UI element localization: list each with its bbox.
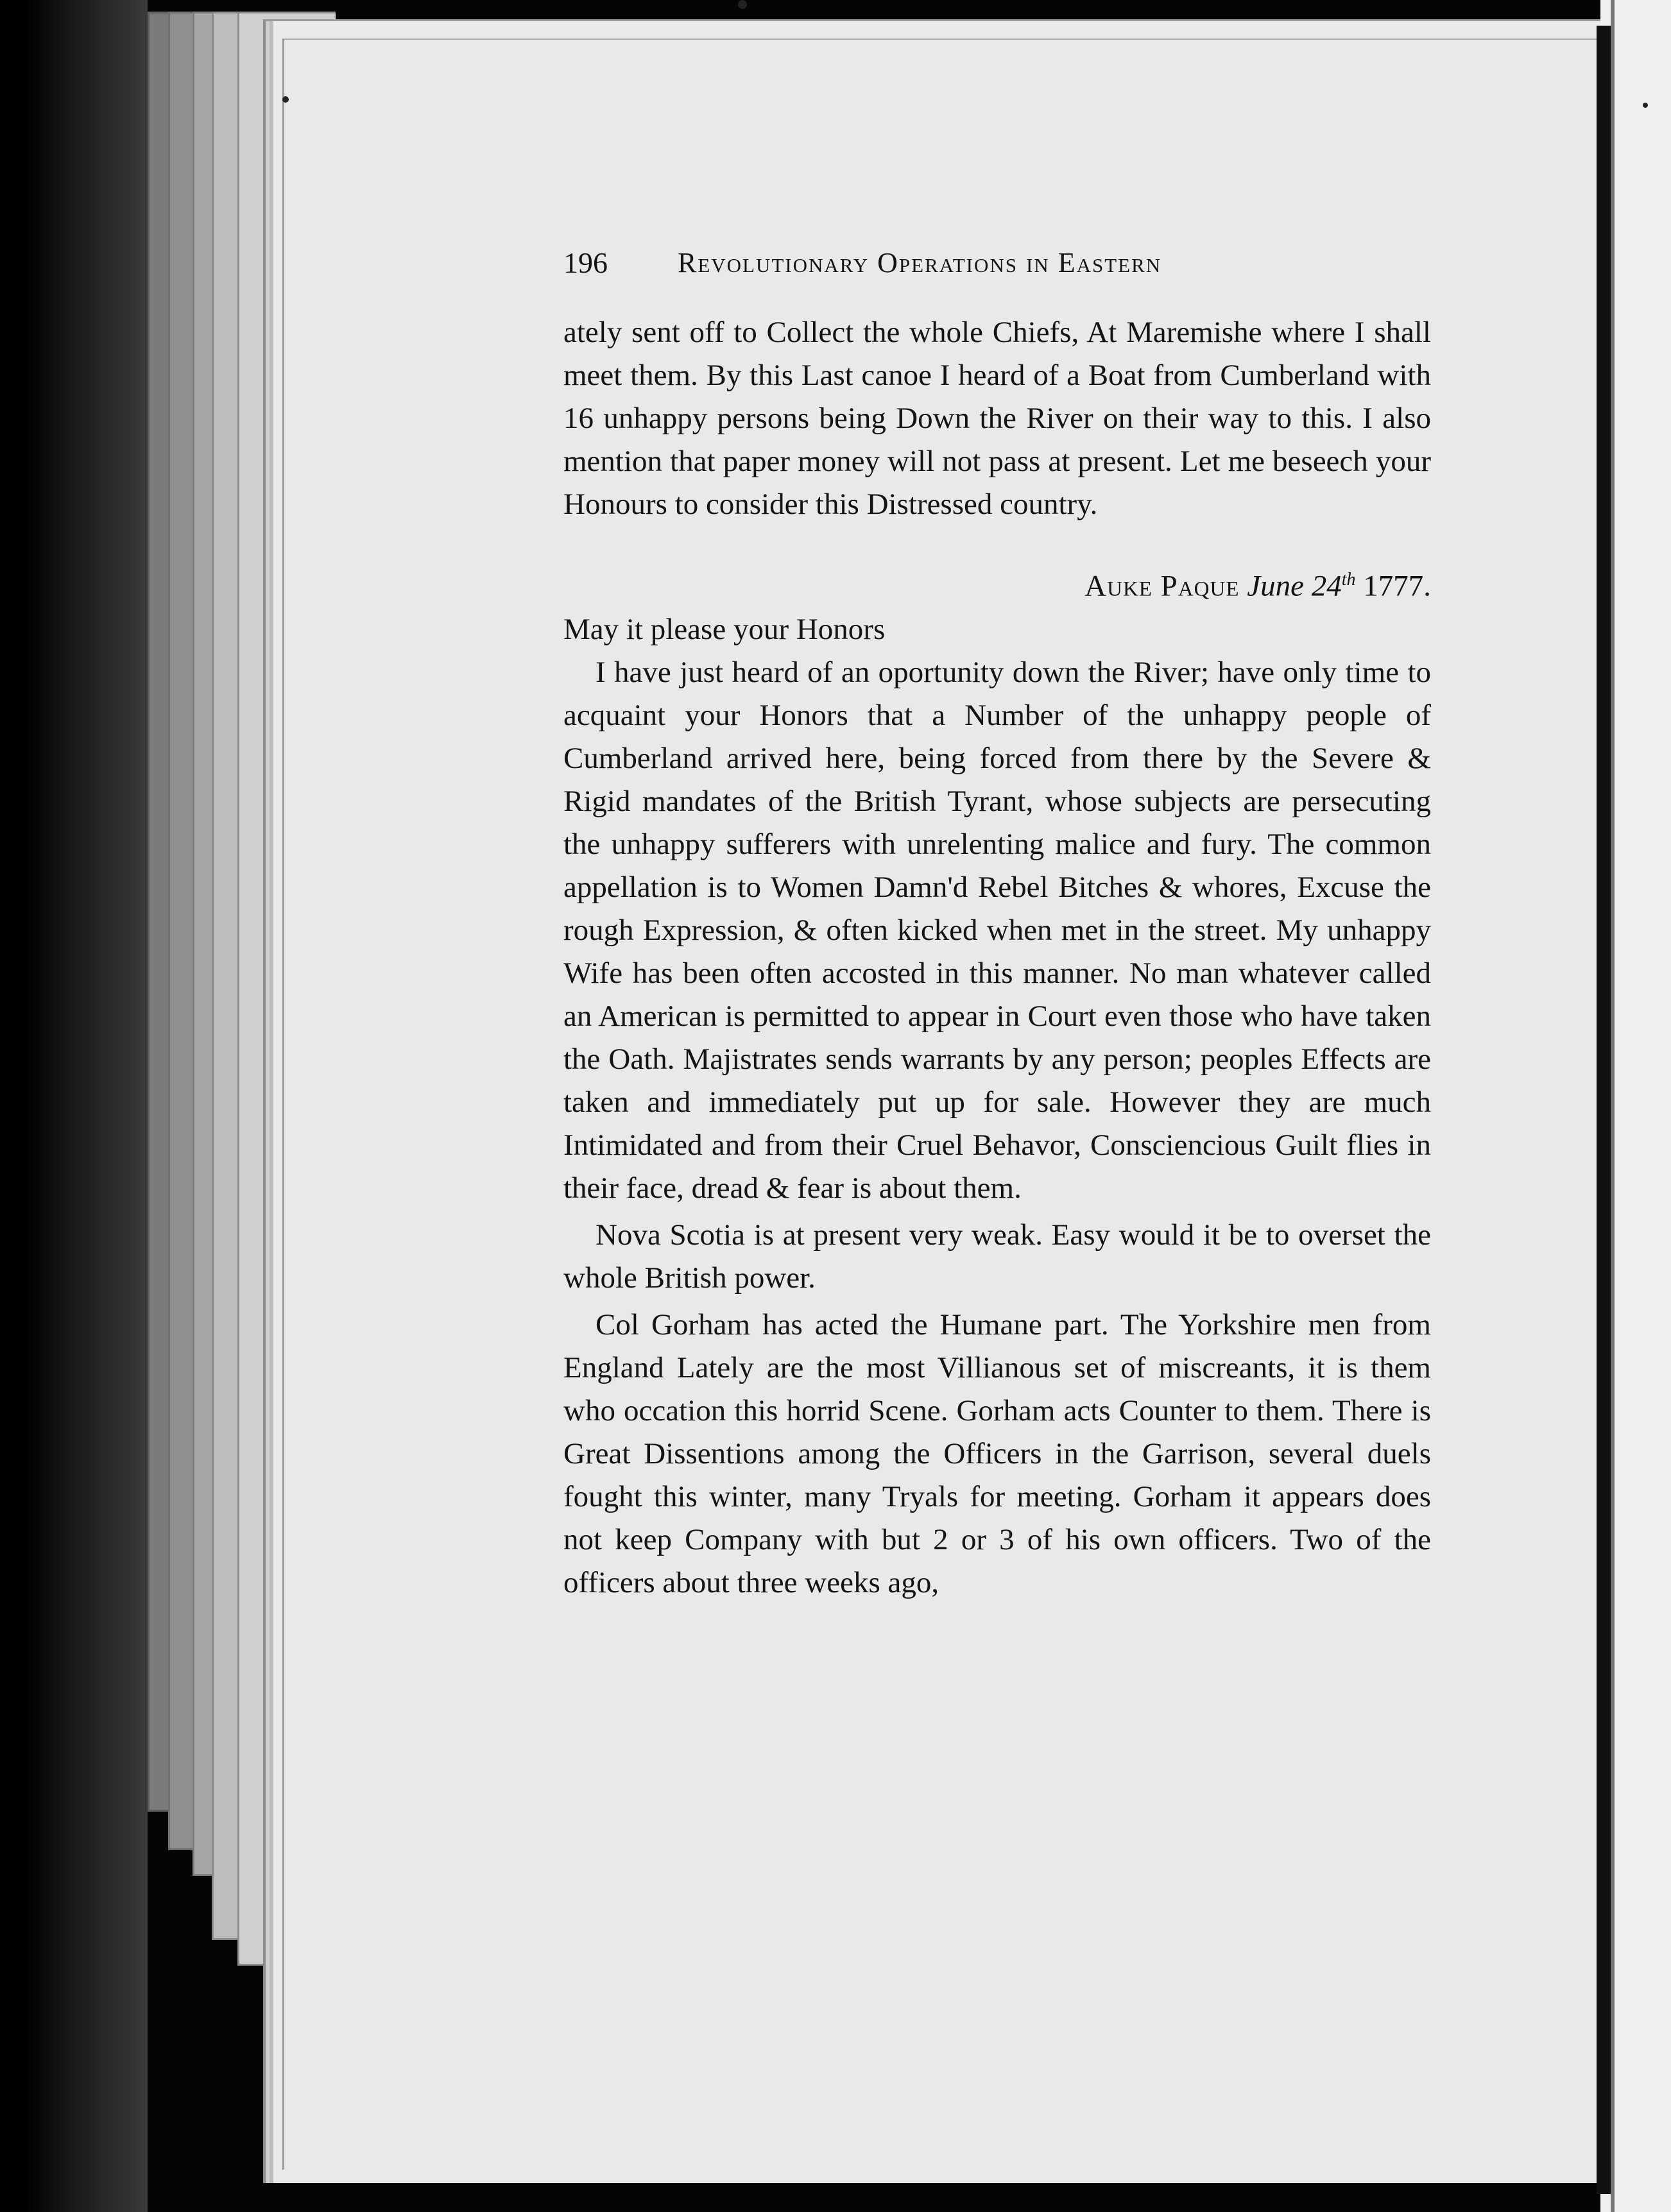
scan-speck <box>1643 103 1648 108</box>
page-header <box>563 241 1431 284</box>
letter-paragraph: Col Gorham has acted the Humane part. The Yorkshire men from England Lately are the most Villianous set of miscreants, it is them who occation this horrid Scene. Gorham acts Counter to them. There is Great Dissentions among the Officers in the Garrison, several duels fought this winter, many Tryals for meeting. Gorham it appears does not keep Company with but 2 or 3 of his own officers. Two of the officers about three weeks ago, <box>563 1307 1431 1599</box>
opening-paragraph: ately sent off to Collect the whole Chiefs, At Maremishe where I shall meet them. By this Last canoe I heard of a Boat from Cumberland with 16 unhappy persons being Down the River on their way to this. I also mention that paper money will not pass at present. Let me beseech your Honours to consider this Distressed country. <box>563 316 1431 521</box>
scan-speck <box>738 0 747 9</box>
page-right-edge <box>1611 0 1615 2212</box>
dateline-place: Auke Paque <box>1084 569 1240 603</box>
page-right-shadow <box>1597 26 1611 2194</box>
dateline-year: 1777. <box>1363 569 1431 603</box>
letter-salutation: May it please your Honors <box>563 612 886 646</box>
scan-speck <box>282 96 289 103</box>
running-head: Revolutionary Operations in Eastern <box>678 247 1162 278</box>
page-text-block <box>563 241 1431 1604</box>
letter-paragraph: Nova Scotia is at present very weak. Easy would it be to overset the whole British power. <box>563 1218 1431 1295</box>
dateline-ordinal: th <box>1341 570 1356 590</box>
letter-dateline <box>563 558 1431 608</box>
page-number: 196 <box>563 246 608 279</box>
letter-paragraph: I have just heard of an oportunity down the River; have only time to acquaint your Honors that a Number of the unhappy people of Cumberland arrived here, being forced from there by the Severe & Rigid mandates of the British Tyrant, whose subjects are persecuting the unhappy sufferers with unrelenting malice and fury. The common appellation is to Women Damn'd Rebel Bitches & whores, Excuse the rough Expression, & often kicked when met in the street. My unhappy Wife has been often accosted in this manner. No man whatever called an American is permitted to appear in Court even those who have taken the Oath. Majistrates sends warrants by any person; peoples Effects are taken and immediately put up for sale. However they are much Intimidated and from their Cruel Behavor, Consciencious Guilt flies in their face, dread & fear is about them. <box>563 655 1431 1205</box>
book-spine-shadow <box>26 0 148 2212</box>
dateline-date: June 24 <box>1247 569 1342 603</box>
